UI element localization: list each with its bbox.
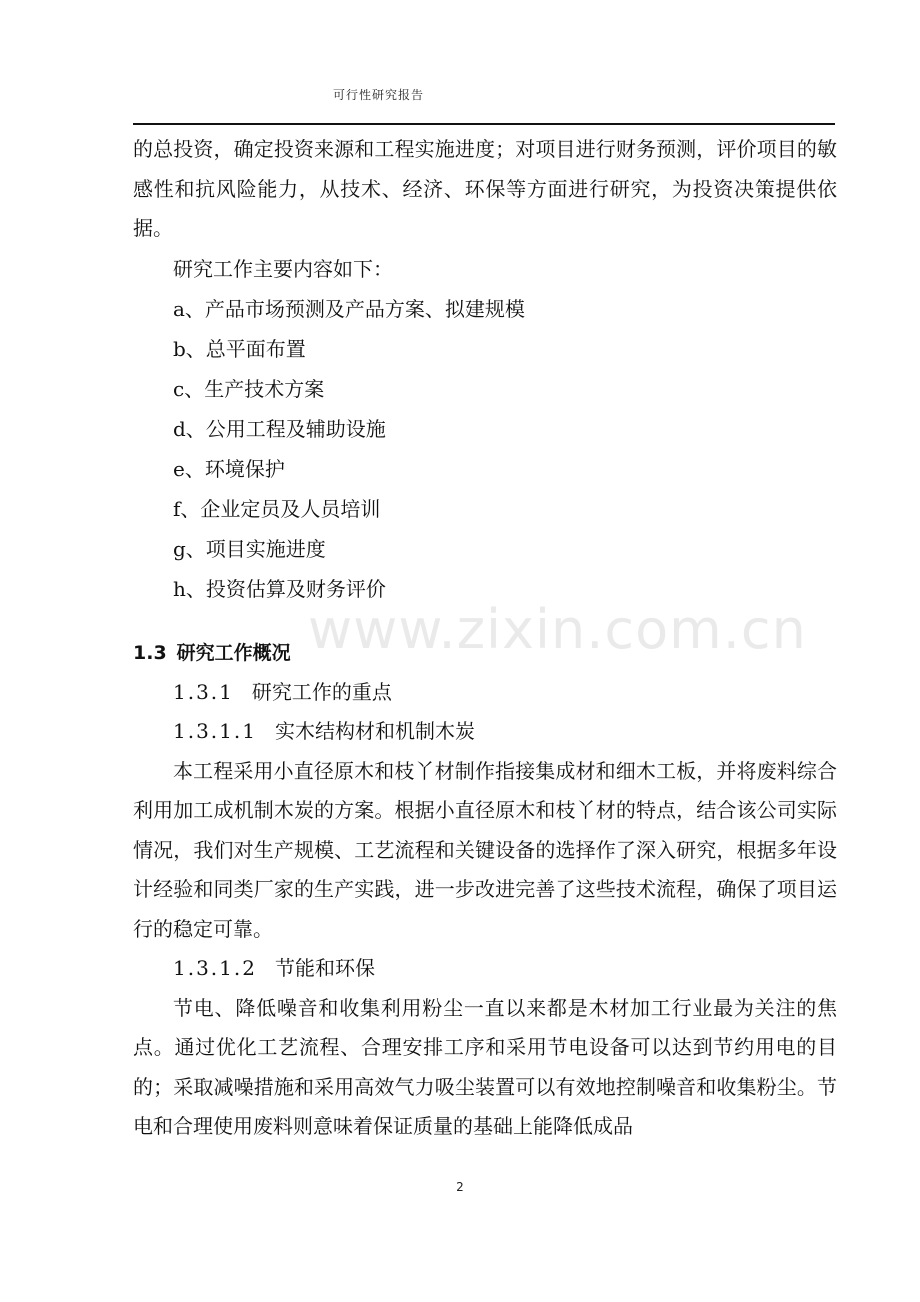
list-item: f、企业定员及人员培训	[173, 496, 381, 521]
paragraph-continuation: 的总投资，确定投资来源和工程实施进度；对项目进行财务预测，评价项目的敏感性和抗风险能力，从技术、经济、环保等方面进行研究，为投资决策提供依据。	[133, 137, 837, 240]
subsubsection-heading	[133, 949, 837, 989]
subsection-heading	[133, 673, 837, 713]
section-number: 1.3	[133, 641, 167, 664]
subsubsection-heading	[133, 712, 837, 752]
list-item: d、公用工程及辅助设施	[173, 416, 386, 441]
subsubsection-title: 节能和环保	[274, 956, 375, 980]
list-item: e、环境保护	[173, 456, 285, 481]
list-item: a、产品市场预测及产品方案、拟建规模	[173, 296, 525, 321]
paragraph-structural-timber: 本工程采用小直径原木和枝丫材制作指接集成材和细木工板，并将废料综合利用加工成机制木炭的方案。根据小直径原木和枝丫材的特点，结合该公司实际情况，我们对生产规模、工艺流程和关键设备的选择作了深入研究，根据多年设计经验和同类厂家的生产实践，进一步改进完善了这些技术流程，确保了项目运行的稳定可靠。	[133, 758, 837, 941]
content-list	[133, 289, 837, 609]
subsection-number: 1.3.1	[173, 679, 234, 704]
header-divider	[133, 123, 835, 125]
paragraph-energy-environment: 节电、降低噪音和收集利用粉尘一直以来都是木材加工行业最为关注的焦点。通过优化工艺流程、合理安排工序和采用节电设备可以达到节约用电的目的；采取减噪措施和采用高效气力吸尘装置可以有效地控制噪音和收集粉尘。节电和合理使用废料则意味着保证质量的基础上能降低成品	[133, 995, 837, 1138]
section-heading	[133, 633, 837, 673]
list-intro: 研究工作主要内容如下：	[173, 256, 393, 281]
subsubsection-title: 实木结构材和机制木炭	[274, 719, 475, 743]
list-item: g、项目实施进度	[173, 536, 326, 561]
header-title: 可行性研究报告	[333, 88, 425, 102]
subsection-title: 研究工作的重点	[251, 679, 392, 704]
document-body	[133, 130, 837, 1147]
list-item: h、投资估算及财务评价	[173, 576, 386, 601]
section-title: 研究工作概况	[176, 641, 291, 664]
page-number: 2	[456, 1180, 464, 1194]
watermark: www.zixin.com.cn	[308, 598, 807, 661]
list-item: b、总平面布置	[173, 336, 306, 361]
list-item: c、生产技术方案	[173, 376, 325, 401]
subsubsection-number: 1.3.1.1	[173, 719, 257, 743]
subsubsection-number: 1.3.1.2	[173, 956, 257, 980]
